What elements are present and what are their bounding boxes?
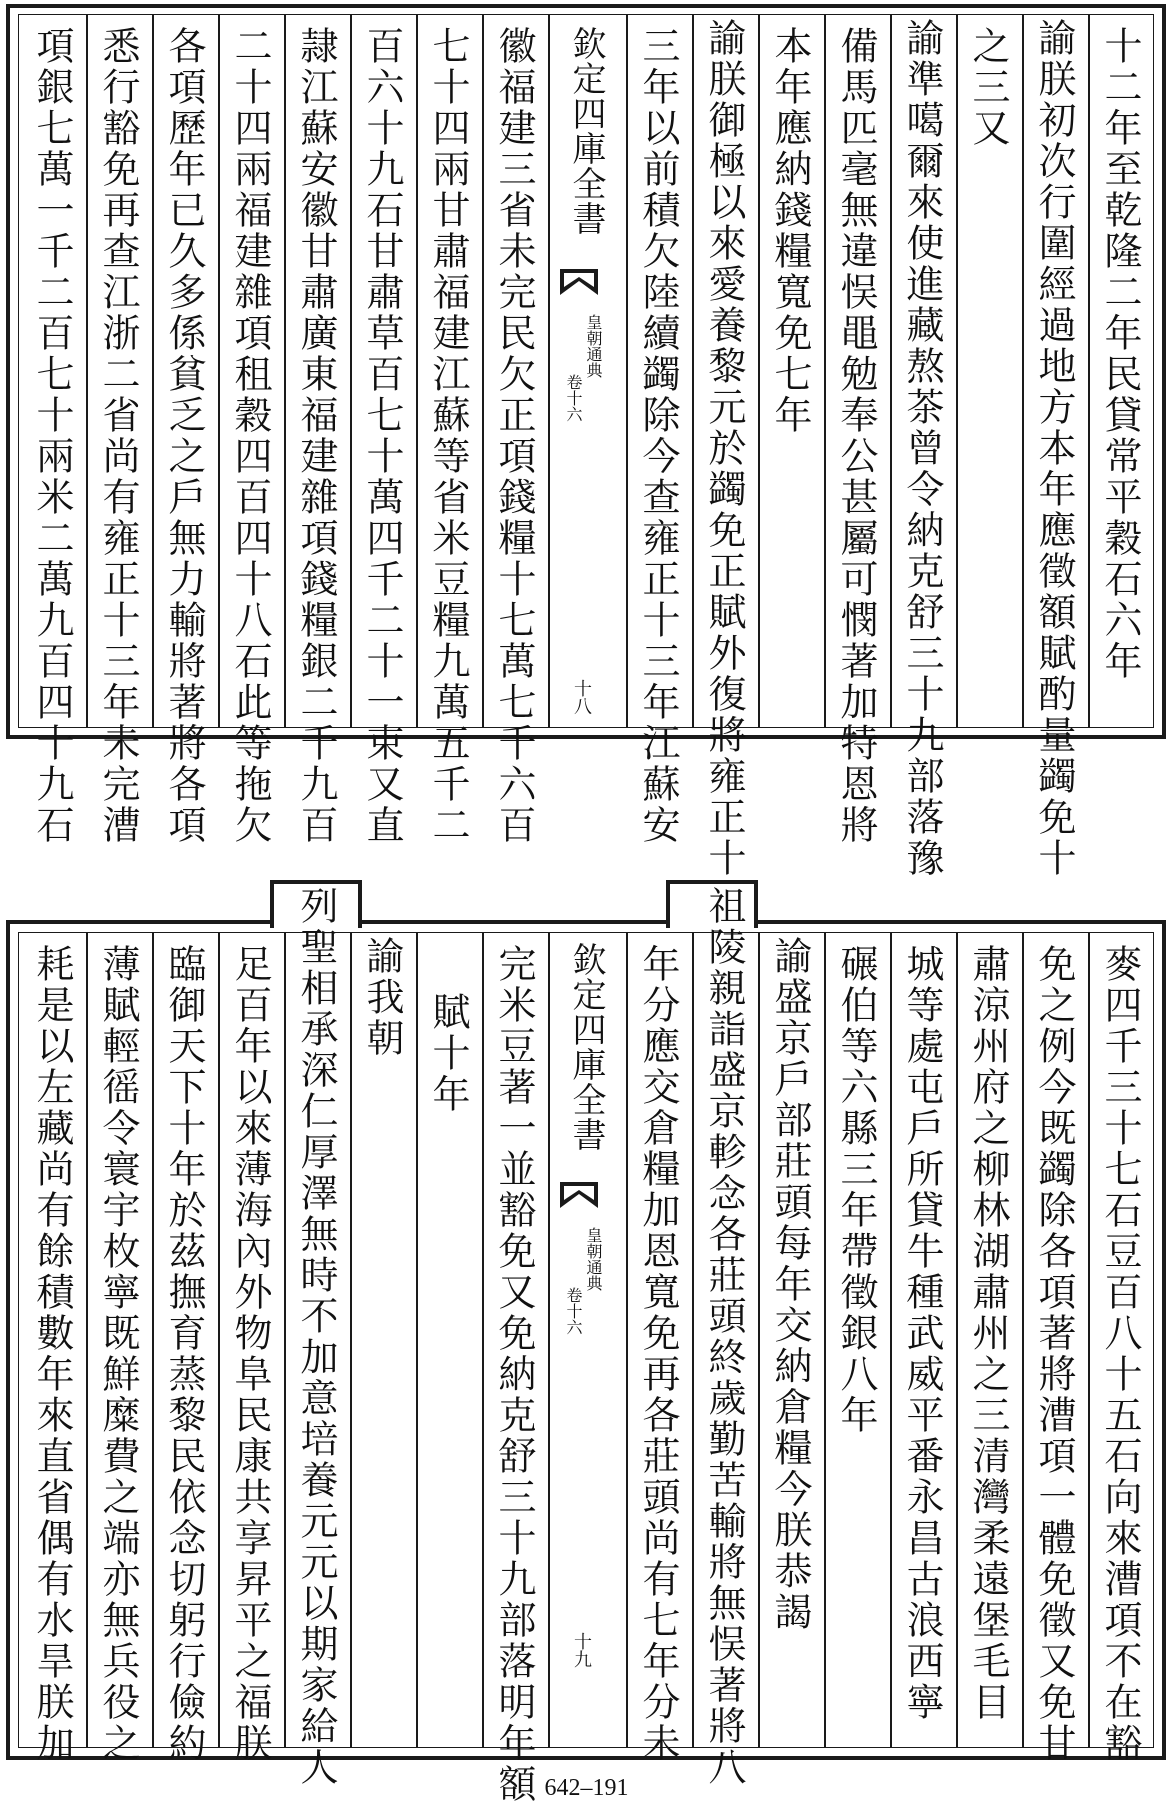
bottom-page-number: 十九 <box>571 1632 592 1668</box>
column-divider <box>86 932 88 1748</box>
text-column: 隷江蘇安徽甘肅廣東福建雜項錢糧銀二千九百 <box>294 26 338 846</box>
text-column: 之三又 <box>966 26 1010 149</box>
column-divider <box>692 932 694 1748</box>
text-column: 免之例今既蠲除各項著將漕項一體免徵又免甘 <box>1032 944 1076 1764</box>
text-column: 二十四兩福建雜項租穀四百四十八石此等拖欠 <box>228 26 272 846</box>
text-column: 足百年以來薄海內外物阜民康共享昇平之福朕 <box>228 944 272 1764</box>
top-center-title: 欽定四庫全書 <box>566 26 606 236</box>
column-divider <box>284 14 286 728</box>
top-page <box>0 0 1173 879</box>
column-divider <box>218 14 220 728</box>
column-divider <box>86 14 88 728</box>
column-divider <box>890 932 892 1748</box>
text-column: 諭朕初次行圍經過地方本年應徵額賦酌量蠲免十 <box>1032 18 1076 879</box>
column-divider <box>626 932 628 1748</box>
text-column: 碾伯等六縣三年帶徵銀八年 <box>834 944 878 1436</box>
text-column: 諭盛京戶部莊頭每年交納倉糧今朕恭謁 <box>768 936 812 1633</box>
text-column: 十二年至乾隆二年民貸常平穀石六年 <box>1098 26 1142 682</box>
bottom-center-column <box>548 932 614 1748</box>
text-column: 肅涼州府之柳林湖肅州之三清灣柔遠堡毛目 <box>966 944 1010 1723</box>
text-column: 悉行豁免再查江浙二省尚有雍正十三年未完漕 <box>96 26 140 846</box>
column-divider <box>350 14 352 728</box>
column-divider <box>1022 932 1024 1748</box>
text-column: 三年以前積欠陸續蠲除今查雍正十三年江蘇安 <box>636 26 680 846</box>
footer-page-number: 642–191 <box>544 1775 629 1801</box>
text-column: 備馬匹毫無違悮黽勉奉公甚屬可憫著加特恩將 <box>834 26 878 846</box>
text-column: 完米豆著一並豁免又免納克舒三十九部落明年額 <box>492 944 536 1805</box>
top-page-number: 十八 <box>571 679 592 715</box>
column-divider <box>692 14 694 728</box>
column-divider <box>482 14 484 728</box>
bottom-book-name: 皇朝通典 <box>584 1227 603 1291</box>
text-column: 耗是以左藏尚有餘積數年來直省偶有水旱朕加 <box>30 944 74 1764</box>
column-divider <box>152 932 154 1748</box>
column-divider <box>1088 932 1090 1748</box>
text-column: 列聖相承深仁厚澤無時不加意培養元元以期家給人 <box>294 886 338 1788</box>
text-column: 祖陵親詣盛京軫念各莊頭終歲勤苦輸將無悮著將八 <box>702 886 746 1788</box>
top-center-column <box>548 14 614 728</box>
column-divider <box>1022 14 1024 728</box>
column-divider <box>218 932 220 1748</box>
column-divider <box>758 932 760 1748</box>
column-divider <box>1088 14 1090 728</box>
text-column: 城等處屯戶所貸牛種武威平番永昌古浪西寧 <box>900 944 944 1723</box>
text-column: 徽福建三省未完民欠正項錢糧十七萬七千六百 <box>492 26 536 846</box>
column-divider <box>416 14 418 728</box>
text-column: 薄賦輕徭令寰宇枚寧既鮮糜費之端亦無兵役之 <box>96 944 140 1764</box>
column-divider <box>824 932 826 1748</box>
text-column: 賦十年 <box>426 992 470 1115</box>
column-divider <box>350 932 352 1748</box>
column-divider <box>956 14 958 728</box>
text-column: 七十四兩甘肅福建江蘇等省米豆糧九萬五千二 <box>426 26 470 846</box>
text-column: 諭準噶爾來使進藏熬茶曾令納克舒三十九部落豫 <box>900 18 944 879</box>
column-divider <box>416 932 418 1748</box>
text-column: 百六十九石甘肅草百七十萬四千二十一束又直 <box>360 26 404 846</box>
fish-tail-mark-icon <box>560 1182 598 1208</box>
text-column: 臨御天下十年於茲撫育蒸黎民依念切躬行儉約 <box>162 944 206 1764</box>
text-column: 諭朕御極以來愛養黎元於蠲免正賦外復將雍正十 <box>702 18 746 879</box>
bottom-volume: 卷十六 <box>564 1287 583 1335</box>
text-column: 諭我朝 <box>360 936 404 1059</box>
column-divider <box>890 14 892 728</box>
column-divider <box>284 932 286 1748</box>
column-divider <box>824 14 826 728</box>
text-column: 麥四千三十七石豆百八十五石向來漕項不在豁 <box>1098 944 1142 1764</box>
column-divider <box>626 14 628 728</box>
text-column: 項銀七萬一千二百七十兩米二萬九百四十九石 <box>30 26 74 846</box>
top-volume: 卷十六 <box>564 374 583 422</box>
text-column: 各項歷年已久多係貧乏之戶無力輸將著將各項 <box>162 26 206 846</box>
column-divider <box>956 932 958 1748</box>
column-divider <box>482 932 484 1748</box>
column-divider <box>758 14 760 728</box>
text-column: 年分應交倉糧加恩寬免再各莊頭尚有七年分未 <box>636 944 680 1764</box>
fish-tail-mark-icon <box>560 269 598 295</box>
text-column: 本年應納錢糧寬免七年 <box>768 26 812 436</box>
top-book-name: 皇朝通典 <box>584 314 603 378</box>
column-divider <box>152 14 154 728</box>
bottom-center-title: 欽定四庫全書 <box>566 942 606 1152</box>
